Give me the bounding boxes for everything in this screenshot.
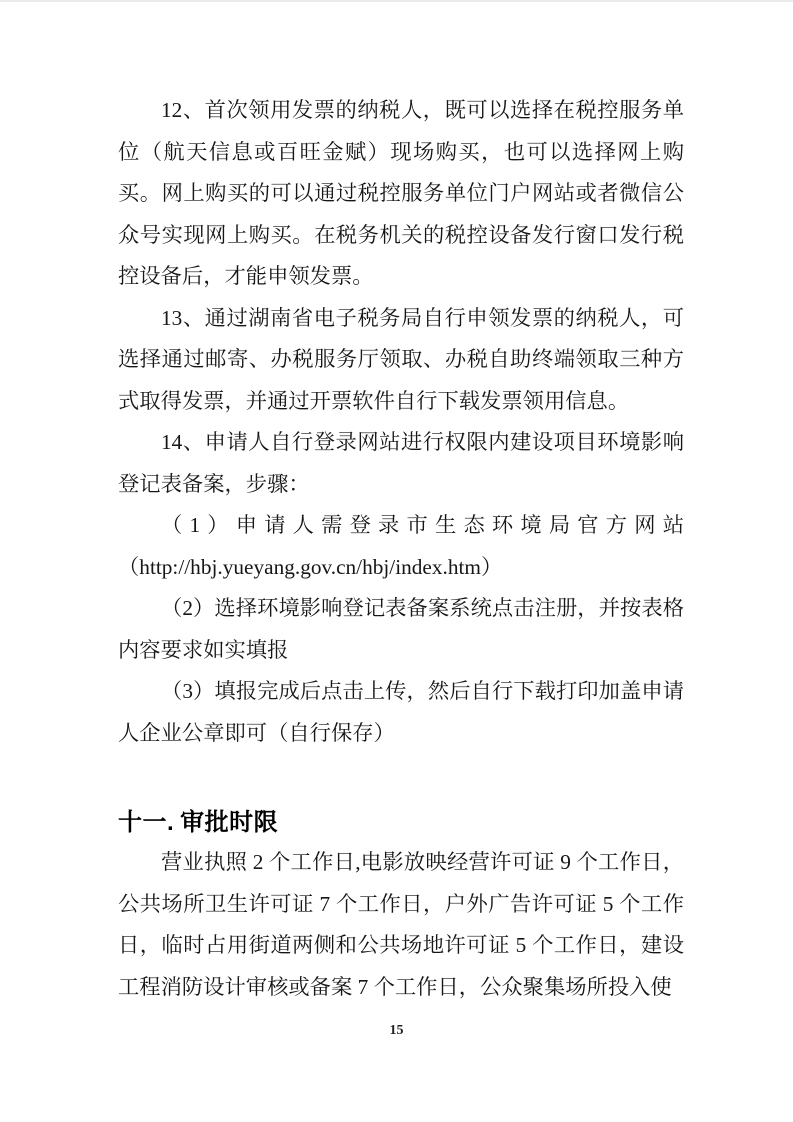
paragraph-approval-time-limits: 营业执照 2 个工作日,电影放映经营许可证 9 个工作日，公共场所卫生许可证 7 个工作日，户外广告许可证 5 个工作日，临时占用街道两侧和公共场地许可证 5 个工作日，建设工程消防设计审核或备案 7 个工作日，公众聚集场所投入使 [118, 850, 684, 999]
section-heading-title: 审批时限 [180, 809, 279, 836]
section-heading-approval-time-limit [118, 804, 684, 842]
paragraph-step-1 [118, 505, 684, 588]
paragraph-invoice-self-claim: 13、通过湖南省电子税务局自行申领发票的纳税人，可选择通过邮寄、办税服务厅领取、办税自助终端领取三种方式取得发票，并通过开票软件自行下载发票领用信息。 [118, 305, 684, 413]
page-number: 15 [389, 1023, 404, 1038]
paragraph-eia-registration-intro: 14、申请人自行登录网站进行权限内建设项目环境影响登记表备案，步骤： [118, 430, 684, 496]
paragraph-step-2: （2）选择环境影响登记表备案系统点击注册，并按表格内容要求如实填报 [118, 596, 684, 662]
step-1-text: （1）申请人需登录市生态环境局官方网站 [161, 513, 684, 537]
paragraph-step-3: （3）填报完成后点击上传，然后自行下载打印加盖申请人企业公章即可（自行保存） [118, 679, 684, 745]
document-body [118, 90, 684, 1008]
section-heading-number: 十一. [118, 809, 175, 836]
page-top-edge [0, 0, 793, 2]
paragraph-invoice-first-collection: 12、首次领用发票的纳税人，既可以选择在税控服务单位（航天信息或百旺金赋）现场购买，也可以选择网上购买。网上购买的可以通过税控服务单位门户网站或者微信公众号实现网上购买。在税务机关的税控设备发行窗口发行税控设备后，才能申领发票。 [118, 98, 684, 288]
step-1-url: （http://hbj.yueyang.gov.cn/hbj/index.htm） [118, 554, 503, 579]
